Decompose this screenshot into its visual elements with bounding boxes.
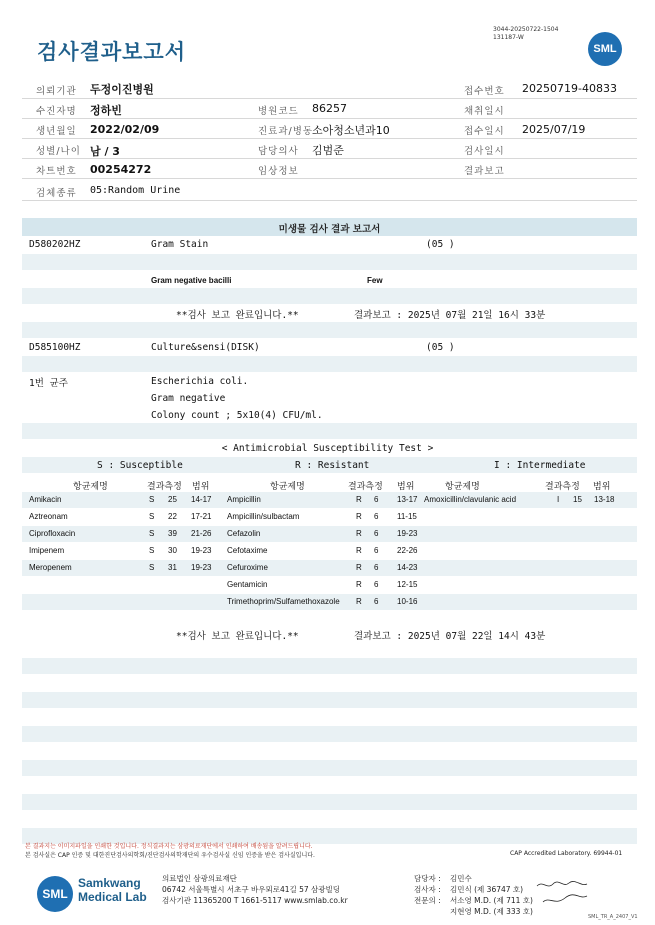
institution-label: 의뢰기관 xyxy=(36,86,77,97)
staff-label: 검사자 : xyxy=(414,885,441,894)
stripe-band xyxy=(22,423,637,439)
institution-value: 두정이진병원 xyxy=(90,83,154,96)
ast-drug: Ampicillin xyxy=(227,495,261,504)
ast-range: 19-23 xyxy=(191,546,212,555)
ast-col-drug: 항균제명 xyxy=(73,482,108,492)
sml-logo-icon: SML xyxy=(588,32,622,66)
org-name: 의료법인 삼광의료재단 xyxy=(162,874,237,883)
receipt-no-value: 20250719-40833 xyxy=(522,82,617,95)
ast-range: 19-23 xyxy=(191,563,212,572)
header-row xyxy=(22,79,637,99)
brand-line: Medical Lab xyxy=(78,890,147,904)
org-phone: 검사기관 11365200 T 1661-5117 www.smlab.co.kr xyxy=(162,896,348,905)
clinical-label: 임상정보 xyxy=(258,166,299,177)
ast-legend-i: I : Intermediate xyxy=(494,460,586,471)
gram-finding: Gram negative bacilli xyxy=(151,276,232,285)
section-title: 미생물 검사 결과 보고서 xyxy=(278,224,381,235)
chart-label: 차트번호 xyxy=(36,166,77,177)
culture-test-num: (05 ) xyxy=(426,342,455,353)
organism-line: Escherichia coli. xyxy=(151,376,249,387)
form-code: SML_TR_A_2407_V1 xyxy=(588,914,638,920)
report-label: 결과보고 xyxy=(464,166,505,177)
gram-report-time: 결과보고 : 2025년 07월 21일 16시 33분 xyxy=(354,310,546,321)
signature-icon xyxy=(535,878,590,908)
doctor-value: 김범준 xyxy=(312,144,344,157)
culture-test-code: D585100HZ xyxy=(29,342,81,353)
specimen-label: 검체종류 xyxy=(36,188,77,199)
ast-done: **검사 보고 완료입니다.** xyxy=(176,631,299,642)
ast-interpretation: R xyxy=(356,580,362,589)
receipt-date-label: 접수일시 xyxy=(464,126,505,137)
ast-drug: Ciprofloxacin xyxy=(29,529,76,538)
cert-notice: 본 검사실은 CAP 인증 및 대한진단검사의학회/진단검사의학재단의 우수검사실 신임 인증을 받은 검사실입니다. xyxy=(25,852,315,859)
culture-test-name: Culture&sensi(DISK) xyxy=(151,342,260,353)
ast-range: 14-17 xyxy=(191,495,212,504)
gram-amount: Few xyxy=(367,276,383,285)
stripe-band xyxy=(22,726,637,742)
ast-interpretation: R xyxy=(356,597,362,606)
header-row xyxy=(22,159,637,179)
ast-value: 6 xyxy=(374,495,379,504)
ast-interpretation: I xyxy=(557,495,560,504)
ast-interpretation: S xyxy=(149,563,155,572)
ast-value: 6 xyxy=(374,597,379,606)
ast-interpretation: S xyxy=(149,512,155,521)
ast-col-range: 범위 xyxy=(192,482,210,492)
ast-col-result: 결과측정 xyxy=(147,482,182,492)
ast-col-range: 범위 xyxy=(397,482,415,492)
ast-title: < Antimicrobial Susceptibility Test > xyxy=(221,443,434,454)
sml-footer-logo-icon: SML xyxy=(37,876,73,912)
header-row xyxy=(22,139,637,159)
ast-value: 6 xyxy=(374,546,379,555)
ast-drug: Cefazolin xyxy=(227,529,261,538)
ast-drug: Gentamicin xyxy=(227,580,268,589)
stripe-band xyxy=(22,492,637,508)
ast-drug: Meropenem xyxy=(29,563,72,572)
ast-value: 31 xyxy=(168,563,177,572)
dept-label: 진료과/병동 xyxy=(258,126,314,137)
gram-test-code: D580202HZ xyxy=(29,239,81,250)
gram-test-num: (05 ) xyxy=(426,239,455,250)
ast-range: 14-23 xyxy=(397,563,418,572)
ast-legend-s: S : Susceptible xyxy=(97,460,183,471)
staff-label: 담당자 : xyxy=(414,874,441,883)
stripe-band xyxy=(22,760,637,776)
staff-name: 김민수 xyxy=(450,874,472,883)
section-header xyxy=(22,218,637,236)
ast-interpretation: S xyxy=(149,495,155,504)
ast-col-result: 결과측정 xyxy=(545,482,580,492)
ast-value: 6 xyxy=(374,580,379,589)
ast-drug: Amoxicillin/clavulanic acid xyxy=(424,495,517,504)
ast-value: 25 xyxy=(168,495,177,504)
header-row xyxy=(22,99,637,119)
patient-value: 정하빈 xyxy=(90,104,122,117)
ast-report-time: 결과보고 : 2025년 07월 22일 14시 43분 xyxy=(354,631,546,642)
doc-code-line: 131187-W xyxy=(493,34,524,41)
header-row xyxy=(22,119,637,139)
document-code xyxy=(493,26,558,42)
brand-name xyxy=(78,876,147,904)
ast-drug: Imipenem xyxy=(29,546,65,555)
ast-value: 6 xyxy=(374,529,379,538)
stripe-band xyxy=(22,692,637,708)
ast-value: 6 xyxy=(374,563,379,572)
ast-interpretation: R xyxy=(356,495,362,504)
ast-value: 22 xyxy=(168,512,177,521)
ast-interpretation: R xyxy=(356,512,362,521)
ast-interpretation: R xyxy=(356,546,362,555)
ast-value: 30 xyxy=(168,546,177,555)
ast-range: 19-23 xyxy=(397,529,418,538)
ast-range: 11-15 xyxy=(397,512,417,521)
stripe-band xyxy=(22,526,637,542)
staff-name: 지현영 M.D. (제 333 호) xyxy=(450,907,533,916)
ast-interpretation: R xyxy=(356,563,362,572)
ast-interpretation: R xyxy=(356,529,362,538)
ast-col-drug: 항균제명 xyxy=(445,482,480,492)
hospital-code-value: 86257 xyxy=(312,102,347,115)
cap-notice: CAP Accredited Laboratory. 69944-01 xyxy=(510,850,623,857)
ast-value: 15 xyxy=(573,495,582,504)
ast-range: 10-16 xyxy=(397,597,418,606)
staff-name: 김민식 (제 36747 호) xyxy=(450,885,524,894)
dept-value: 소아청소년과10 xyxy=(312,124,390,137)
stripe-band xyxy=(22,322,637,338)
organism-line: Colony count ; 5x10(4) CFU/ml. xyxy=(151,410,323,421)
ast-legend-r: R : Resistant xyxy=(295,460,370,471)
gram-done: **검사 보고 완료입니다.** xyxy=(176,310,299,321)
hospital-code-label: 병원코드 xyxy=(258,106,299,117)
staff-name: 서소영 M.D. (제 711 호) xyxy=(450,896,533,905)
brand-line: Samkwang xyxy=(78,876,141,890)
stripe-band xyxy=(22,254,637,270)
sex-age-label: 성별/나이 xyxy=(36,146,81,157)
ast-col-range: 범위 xyxy=(593,482,611,492)
patient-label: 수진자명 xyxy=(36,106,77,117)
collect-label: 채취일시 xyxy=(464,106,505,117)
organism-line: Gram negative xyxy=(151,393,226,404)
header-row xyxy=(22,179,637,201)
stripe-band xyxy=(22,356,637,372)
ast-range: 21-26 xyxy=(191,529,212,538)
ast-drug: Ampicillin/sulbactam xyxy=(227,512,300,521)
stripe-band xyxy=(22,288,637,304)
stripe-band xyxy=(22,794,637,810)
specimen-value: 05:Random Urine xyxy=(90,185,181,196)
ast-col-result: 결과측정 xyxy=(348,482,383,492)
ast-col-drug: 항균제명 xyxy=(270,482,305,492)
gram-test-name: Gram Stain xyxy=(151,239,209,250)
image-notice: 본 결과지는 이미지파일을 인쇄한 것입니다. 정식결과지는 삼광의료재단에서 인쇄하여 배송됨을 알려드립니다. xyxy=(25,843,313,850)
ast-interpretation: S xyxy=(149,529,155,538)
test-date-label: 검사일시 xyxy=(464,146,505,157)
ast-range: 12-15 xyxy=(397,580,418,589)
ast-drug: Cefuroxime xyxy=(227,563,268,572)
ast-range: 13-17 xyxy=(397,495,418,504)
report-title: 검사결과보고서 xyxy=(37,40,187,64)
org-address: 06742 서울특별시 서초구 바우뫼로41길 57 삼광빌딩 xyxy=(162,885,341,894)
ast-drug: Trimethoprim/Sulfamethoxazole xyxy=(227,597,340,606)
chart-value: 00254272 xyxy=(90,163,152,176)
receipt-date-value: 2025/07/19 xyxy=(522,123,586,136)
ast-drug: Amikacin xyxy=(29,495,62,504)
ast-range: 17-21 xyxy=(191,512,212,521)
stripe-band xyxy=(22,560,637,576)
dob-value: 2022/02/09 xyxy=(90,123,160,136)
ast-drug: Aztreonam xyxy=(29,512,68,521)
receipt-no-label: 접수번호 xyxy=(464,86,505,97)
ast-range: 13-18 xyxy=(594,495,615,504)
ast-range: 22-26 xyxy=(397,546,418,555)
doc-code-line: 3044-20250722-1504 xyxy=(493,26,559,33)
ast-value: 39 xyxy=(168,529,177,538)
sex-age-value: 남 / 3 xyxy=(90,145,120,158)
ast-value: 6 xyxy=(374,512,379,521)
ast-drug: Cefotaxime xyxy=(227,546,268,555)
stripe-band xyxy=(22,658,637,674)
staff-label: 전문의 : xyxy=(414,896,441,905)
ast-interpretation: S xyxy=(149,546,155,555)
doctor-label: 담당의사 xyxy=(258,146,299,157)
dob-label: 생년월일 xyxy=(36,126,77,137)
organism-label: 1번 균주 xyxy=(29,378,68,389)
